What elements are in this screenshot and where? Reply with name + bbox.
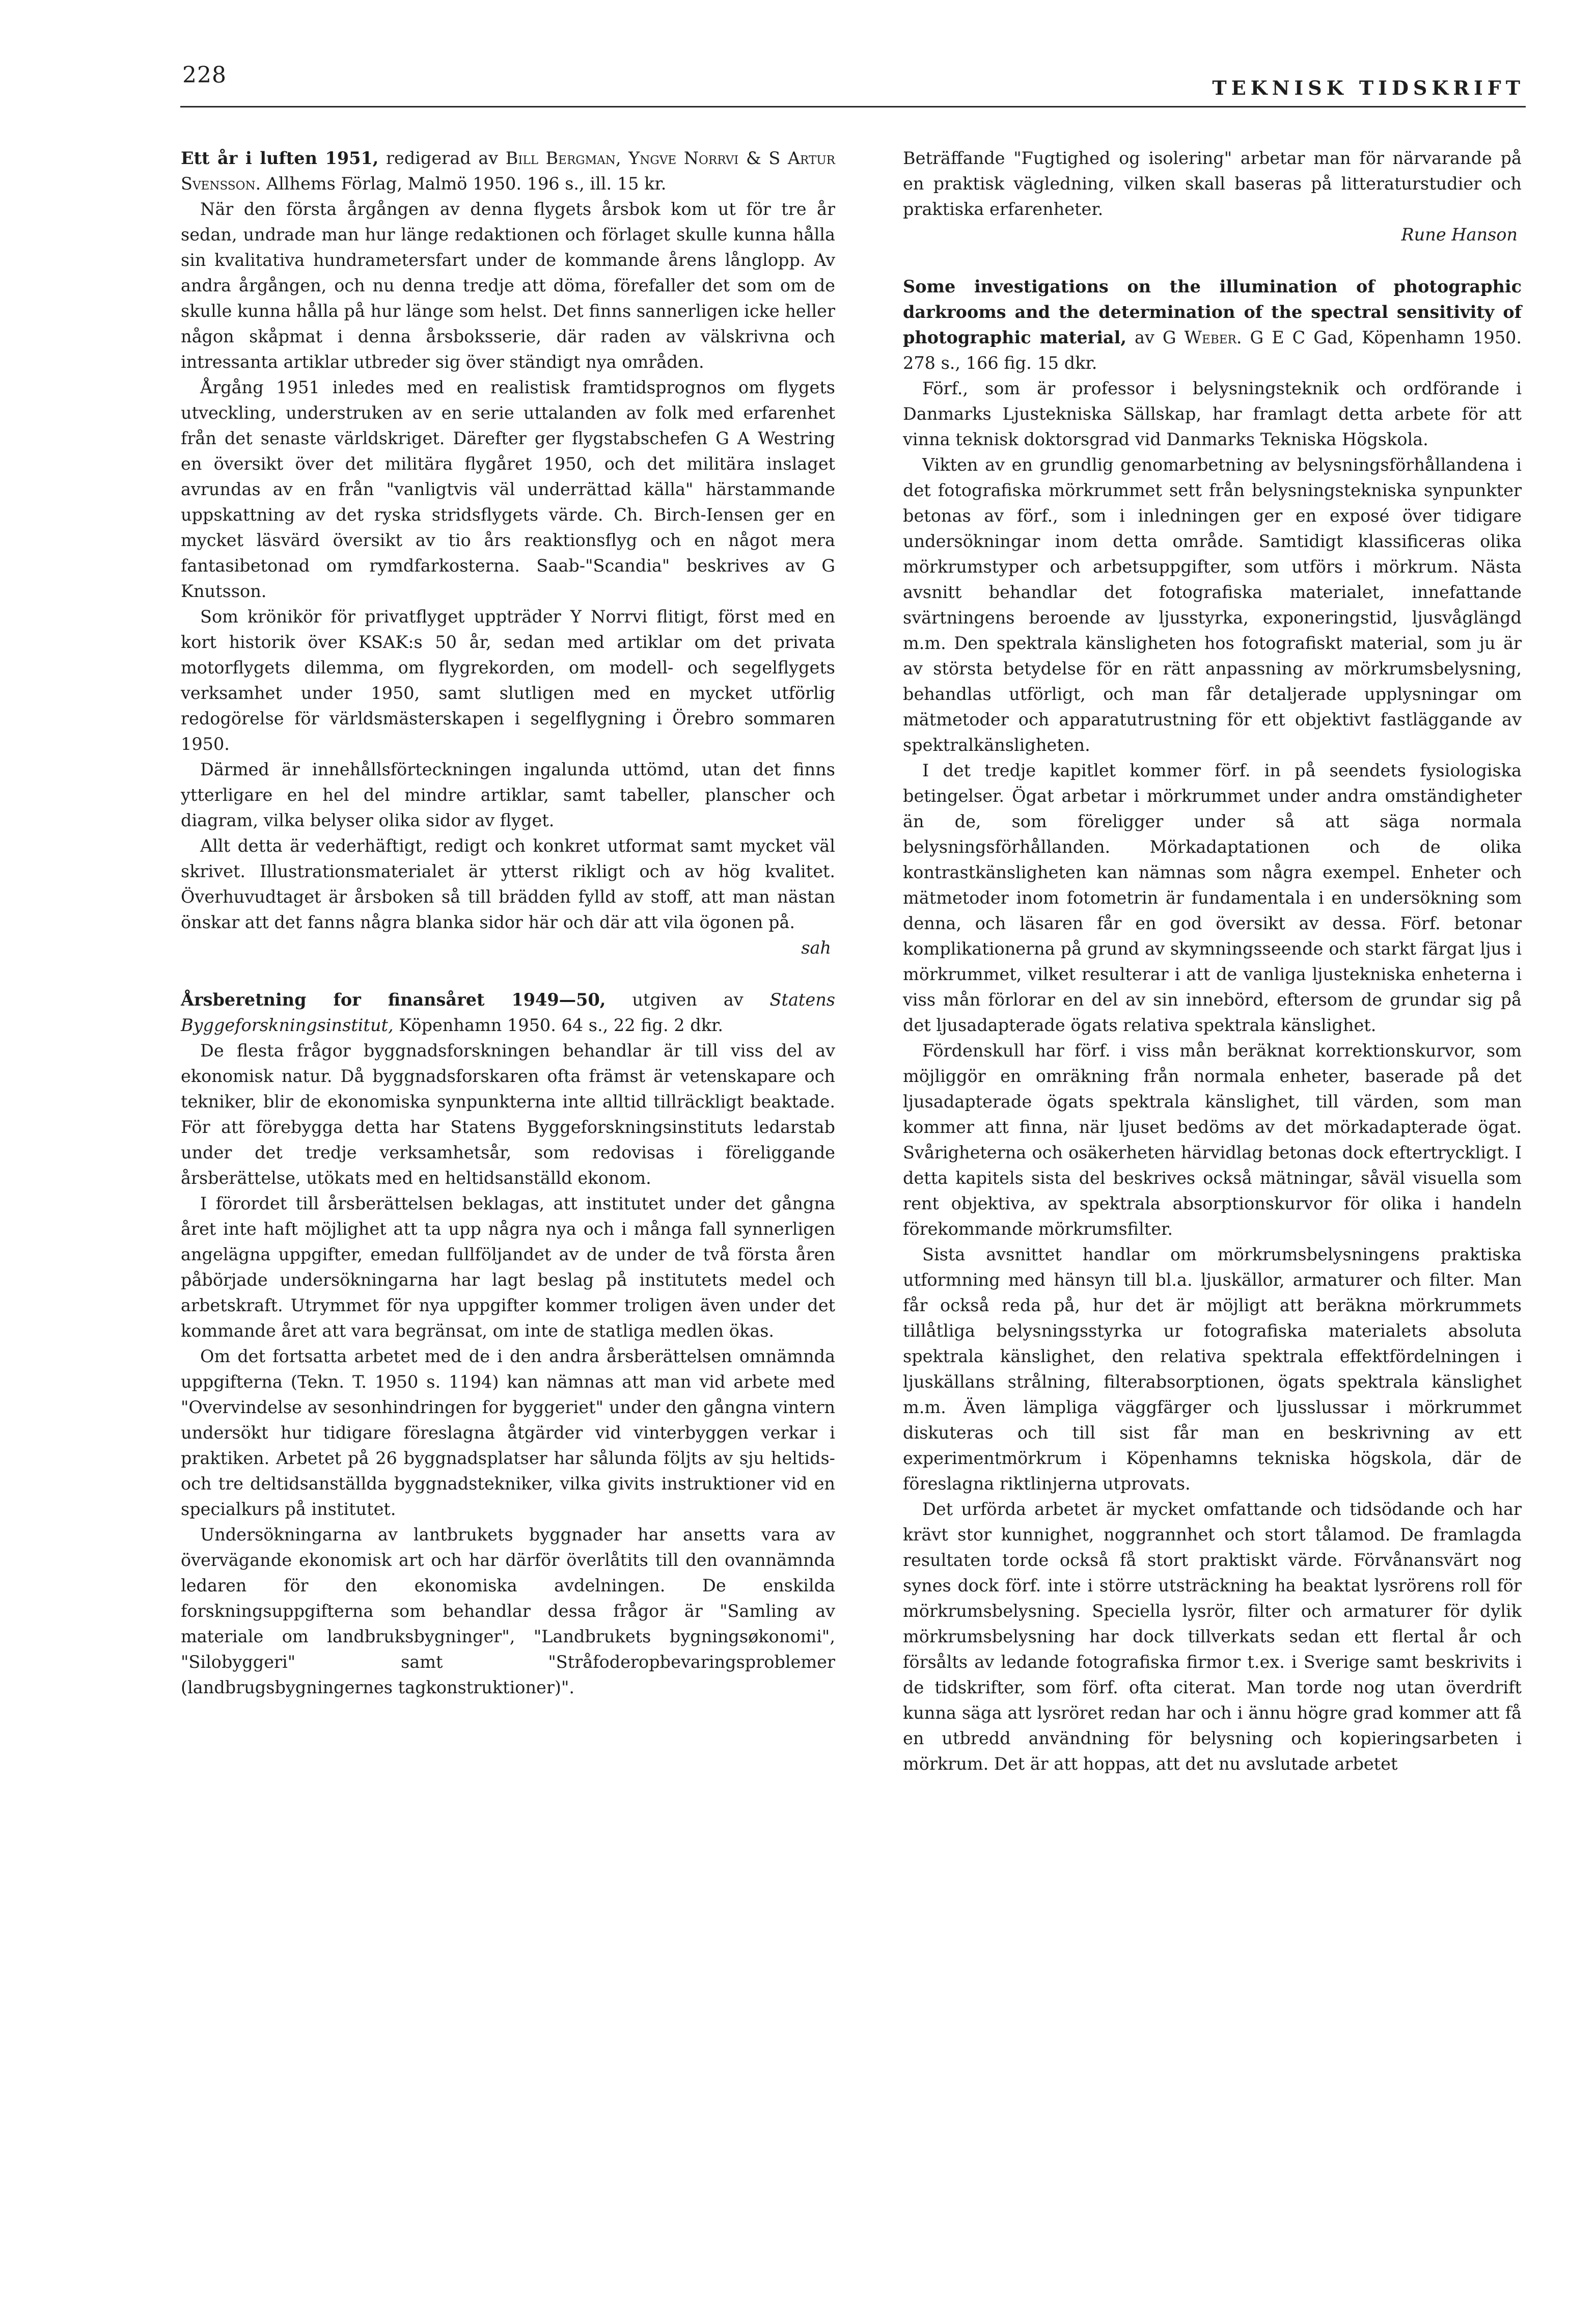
review-citation: . Allhems Förlag, Malmö 1950. 196 s., ill. 15 kr. bbox=[255, 174, 667, 194]
paragraph: Beträffande "Fugtighed og isolering" arbetar man för närvarande på en praktisk vägledning, vilken skall baseras på litteraturstudier och praktiska erfarenheter. bbox=[903, 148, 1522, 219]
review-heading bbox=[181, 987, 835, 1038]
section-gap bbox=[903, 248, 1522, 274]
paragraph: De flesta frågor byggnadsforskningen behandlar är till viss del av ekonomisk natur. Då byggnadsforskaren ofta främst är vetenskapare och tekniker, blir de ekonomiska synpunkterna inte alltid tillräckligt beaktade. För att förebygga detta har Statens Byggeforskningsinstituts ledarstab under det tredje verksamhetsår, som redovisas i föreliggande årsberättelse, utökats med en heltidsanställd ekonom. bbox=[181, 1041, 835, 1188]
paragraph: Därmed är innehållsförteckningen ingalunda uttömd, utan det finns ytterligare en hel del mindre artiklar, samt tabeller, planscher och diagram, vilka belyser olika sidor av flyget. bbox=[181, 760, 835, 830]
review-title: Some investigations on the illumination of photographic darkrooms and the determination of the spectral sensitivity of photographic material, bbox=[903, 277, 1522, 347]
paragraph: I det tredje kapitlet kommer förf. in på seendets fysiologiska betingelser. Ögat arbetar i mörkrummet under andra omständigheter än de, som föreligger under så att säga normala belysningsförhållanden. Mörkadaptationen och de olika kontrastkänsligheten kan nämnas som några exempel. Enheter och mätmetoder inom fotometrin är fundamentala i en undersökning som denna, och läsaren får en god översikt av dessa. Förf. betonar komplikationerna på grund av skymningsseende och starkt färgat ljus i mörkrummet, vilket resulterar i att de vanliga ljustekniska enheterna i viss mån förlorar en del av sin innebörd, eftersom de grundar sig på det ljusadapterade ögats relativa spektrala känslighet. bbox=[903, 761, 1522, 1035]
paragraph: Om det fortsatta arbetet med de i den andra årsberättelsen omnämnda uppgifterna (Tekn. T. 1950 s. 1194) kan nämnas att man vid arbete med "Overvindelse av sesonhindringen for byggeriet" under den gångna vintern undersökt hur tidigare föreslagna åtgärder vid vinterbyggen verkar i praktiken. Arbetet på 26 byggnadsplatser har sålunda följts av sju heltids- och tre deltidsanställda byggnadstekniker, vilka givits instruktioner vid en specialkurs på institutet. bbox=[181, 1346, 835, 1519]
review-author: G Weber bbox=[1162, 328, 1236, 347]
review-citation: Köpenhamn 1950. 64 s., 22 fig. 2 dkr. bbox=[393, 1015, 723, 1035]
review-publisher: Statens Byggeforskningsinstitut, bbox=[181, 990, 835, 1035]
review-citation: . G E C Gad, Köpenhamn 1950. 278 s., 166 fig. 15 dkr. bbox=[903, 328, 1522, 373]
section-gap bbox=[181, 961, 835, 987]
paragraph: Fördenskull har förf. i viss mån beräknat korrektionskurvor, som möjliggör en omräkning från normala enheter, baserade på det ljusadapterade ögats spektrala känslighet, till värden, som man kommer att finna, när ljuset bedöms av det mörkadapterade ögat. Svårigheterna och osäkerheten härvidlag betonas dock eftertryckligt. I detta kapitels sista del beskrives också mätningar, såväl visuella som rent objektiva, av spektrala absorptionskurvor för olika i handeln förekommande mörkrumsfilter. bbox=[903, 1041, 1522, 1239]
paragraph: Som krönikör för privatflyget uppträder Y Norrvi flitigt, först med en kort historik över KSAK:s 50 år, sedan med artiklar om det privata motorflygets dilemma, om flygrekorden, om modell- och segelflygets verksamhet under 1950, samt slutligen med en mycket utförlig redogörelse för världsmästerskapen i segelflygning i Örebro sommaren 1950. bbox=[181, 607, 835, 754]
paragraph: Allt detta är vederhäftigt, redigt och konkret utformat samt mycket väl skrivet. Illustrationsmaterialet är ytterst rikligt och av hög kvalitet. Överhuvudtaget är årsboken så till brädden fylld av stoff, att man nästan önskar att det fanns några blanka sidor här och där att vila ögonen på. bbox=[181, 836, 835, 932]
paragraph: Vikten av en grundlig genomarbetning av belysningsförhållandena i det fotografiska mörkrummet sett från belysningstekniska synpunkter betonas av förf., som i inledningen ger en exposé över tidigare undersökningar inom detta område. Samtidigt klassificeras olika mörkrumstyper och arbetsuppgifter, som utförs i mörkrum. Nästa avsnitt behandlar det fotografiska materialet, innefattande svärtningens beroende av ljusstyrka, exponeringstid, ljusvåglängd m.m. Den spektrala känsligheten hos fotografiskt material, som ju är av största betydelse för en rätt anpassning av mörkrumsbelysning, behandlas utförligt, och man får detaljerade upplysningar om mätmetoder och apparatutrustning för ett objektivt fastläggande av spektralkänsligheten. bbox=[903, 455, 1522, 755]
header-rule bbox=[180, 106, 1526, 107]
review-citation: redigerad av bbox=[378, 148, 506, 168]
journal-title: TEKNISK TIDSKRIFT bbox=[1212, 76, 1525, 99]
page-number: 228 bbox=[182, 62, 227, 88]
review-title: Årsberetning for finansåret 1949—50, bbox=[181, 990, 606, 1010]
right-column bbox=[903, 146, 1522, 1777]
paragraph: Sista avsnittet handlar om mörkrumsbelysningens praktiska utformning med hänsyn till bl.a. ljuskällor, armaturer och filter. Man får också reda på, hur det är möjligt att beräkna mörkrummets tillåtliga belysningsstyrka ur fotografiska materialets absoluta spektrala känslighet, den relativa spektrala effektfördelningen i ljuskällans strålning, filterabsorptionen, ögats spektrala känslighet m.m. Även lämpliga väggfärger och ljusslussar i mörkrummet diskuteras och till sist får man en beskrivning av ett experimentmörkrum i Köpenhamns tekniska högskola, där de föreslagna riktlinjerna utprovats. bbox=[903, 1244, 1522, 1494]
paragraph: Årgång 1951 inledes med en realistisk framtidsprognos om flygets utveckling, understruken av en serie uttalanden av folk med erfarenhet från det senaste världskriget. Därefter ger flygstabschefen G A Westring en översikt över det militära flygåret 1950, och det militära inslaget avrundas av en från "vanligtvis väl underrättad källa" härstammande uppskattning av det ryska stridsflygets värde. Ch. Birch-Iensen ger en mycket läsvärd översikt av tio års reaktionsflyg och en något mera fantasibetonad om rymdfarkosterna. Saab-"Scandia" beskrives av G Knutsson. bbox=[181, 377, 835, 601]
review-editors: Bill Bergman, Yngve Norrvi & S Artur Svensson bbox=[181, 148, 835, 194]
review-citation: utgiven av bbox=[606, 990, 770, 1010]
review-heading bbox=[903, 274, 1522, 376]
paragraph: Undersökningarna av lantbrukets byggnader har ansetts vara av övervägande ekonomisk art och har därför överlåtits till den ovannämnda ledaren för den ekonomiska avdelningen. De enskilda forskningsuppgifterna som behandlar dessa frågor är "Samling av materiale om landbruksbygninger", "Landbrukets bygningsøkonomi", "Silobyggeri" samt "Stråfoderopbevaringsproblemer (landbrugsbygningernes tagkonstruktioner)". bbox=[181, 1525, 835, 1697]
reviewer-signature: sah bbox=[801, 938, 831, 958]
paragraph: I förordet till årsberättelsen beklagas, att institutet under det gångna året inte haft möjlighet att ta upp några nya och i många fall synnerligen angelägna uppgifter, emedan fullföljandet av de under de två första åren påbörjade undersökningarna har lagt beslag på institutets medel och arbetskraft. Utrymmet för nya uppgifter kommer troligen även under det kommande året att vara begränsat, om inte de statliga medlen ökas. bbox=[181, 1194, 835, 1341]
paragraph: Förf., som är professor i belysningsteknik och ordförande i Danmarks Ljustekniska Sällskap, har framlagt detta arbete för att vinna teknisk doktorsgrad vid Danmarks Tekniska Högskola. bbox=[903, 378, 1522, 449]
paragraph: Det urförda arbetet är mycket omfattande och tidsödande och har krävt stor kunnighet, noggrannhet och stort tålamod. De framlagda resultaten torde också få stort praktiskt värde. Förvånansvärt nog synes dock förf. inte i större utsträckning ha beaktat lysrörens roll för mörkrumsbelysning. Speciella lysrör, filter och armaturer för dylik mörkrumsbelysning har dock tillverkats sedan ett flertal år och försålts av ledande fotografiska firmor t.ex. i Sverige samt beskrivits i de tidskrifter, som förf. ofta citerat. Man torde nog utan överdrift kunna säga att lysröret redan har och i ännu högre grad kommer att få en utbredd användning för belysning och kopieringsarbeten i mörkrum. Det är att hoppas, att det nu avslutade arbetet bbox=[903, 1499, 1522, 1774]
review-citation: av bbox=[1126, 328, 1163, 347]
review-title: Ett år i luften 1951, bbox=[181, 148, 379, 168]
left-column bbox=[181, 146, 835, 1700]
reviewer-signature: Rune Hanson bbox=[1401, 225, 1518, 245]
paragraph: När den första årgången av denna flygets årsbok kom ut för tre år sedan, undrade man hur länge redaktionen och förlaget skulle kunna hålla sin kvalitativa hundrametersfart under de kommande årens långlopp. Av andra årgången, och nu denna tredje att döma, förefaller det som om de skulle kunna hålla på hur länge som helst. Det finns sannerligen icke heller någon skåpmat i denna årsboksserie, där raden av välskrivna och intressanta artiklar utbreder sig över ständigt nya områden. bbox=[181, 199, 835, 372]
review-heading bbox=[181, 146, 835, 197]
